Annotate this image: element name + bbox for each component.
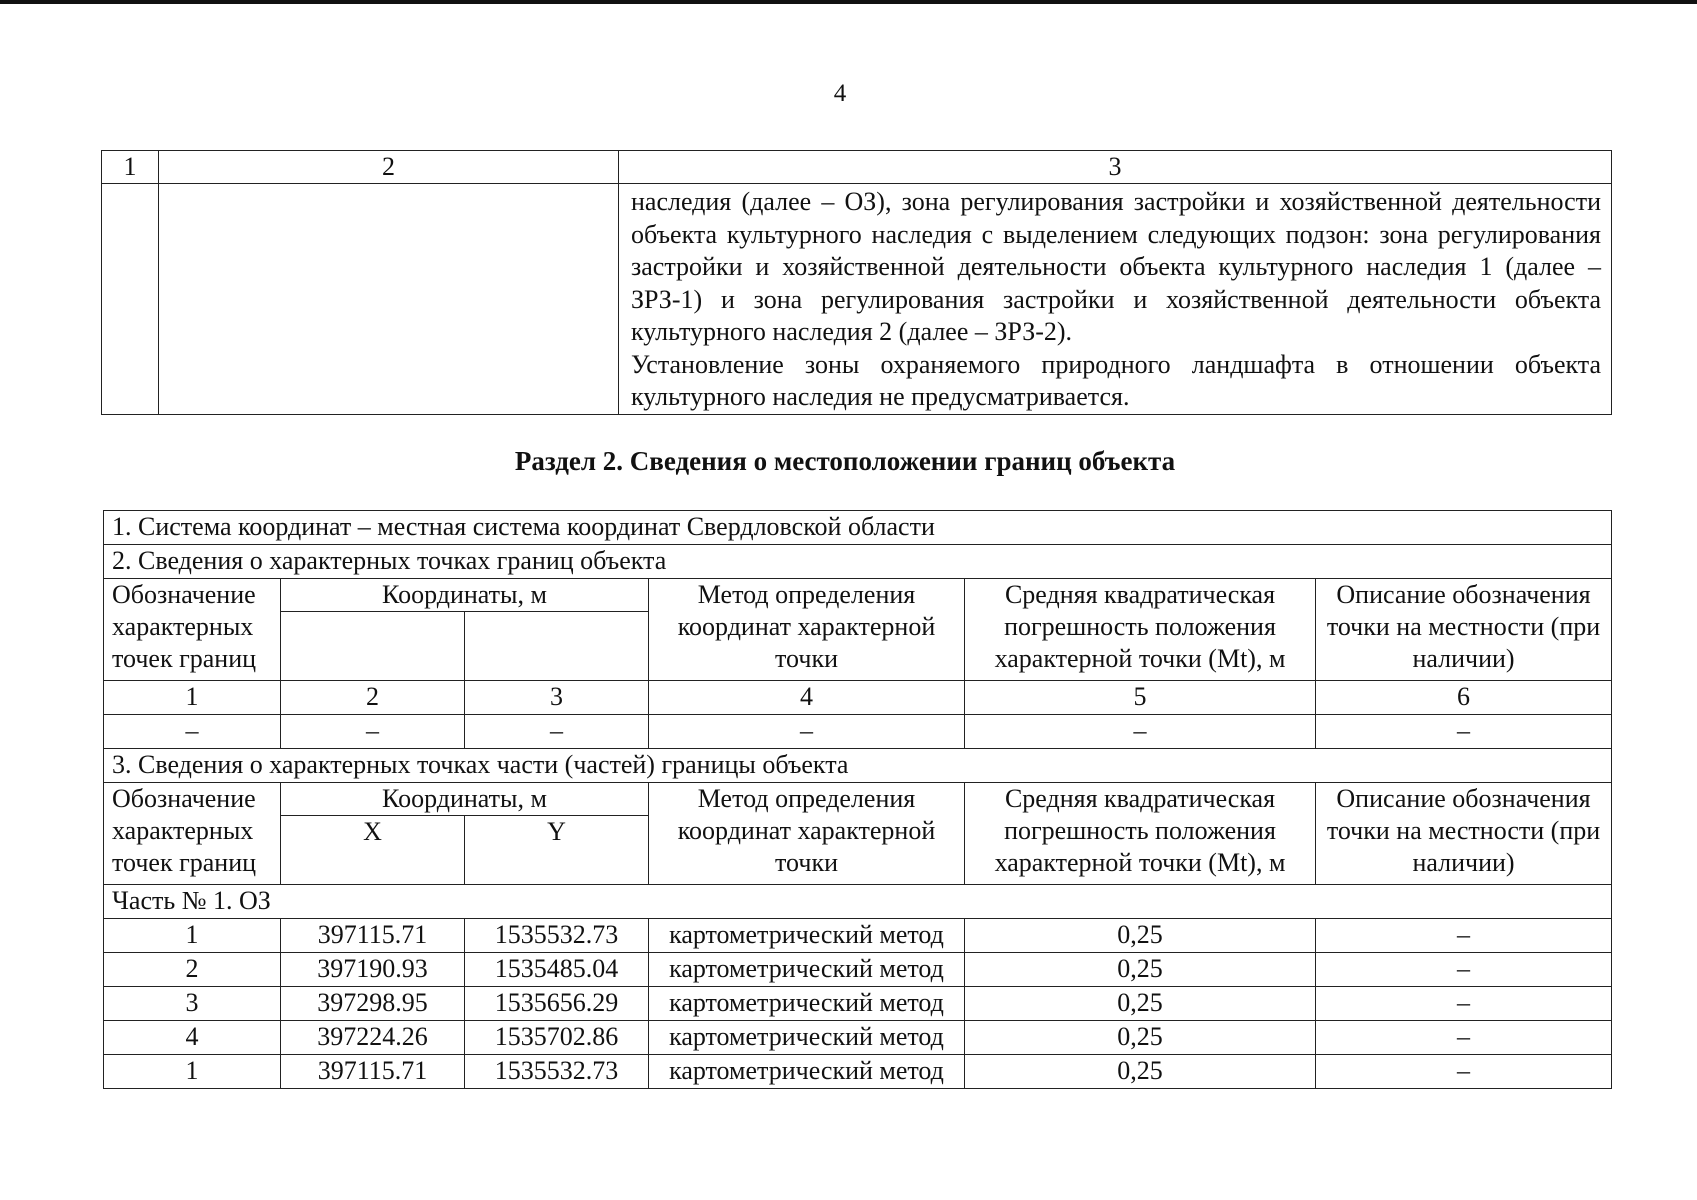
dash-cell: –	[465, 715, 649, 749]
empty-cell	[102, 184, 159, 415]
table-row	[104, 749, 1612, 783]
table-row	[104, 511, 1612, 545]
continuation-header-row	[102, 151, 1612, 184]
section-title: Раздел 2. Сведения о местоположении границ объекта	[514, 446, 1176, 476]
empty-cell	[159, 184, 619, 415]
dash-cell: –	[104, 715, 281, 749]
col-number-1: 1	[102, 151, 159, 184]
col-number-3: 3	[619, 151, 1612, 184]
dash-cell: –	[965, 715, 1316, 749]
x-cell: 397190.93	[281, 953, 465, 987]
continuation-table	[101, 150, 1612, 415]
y-cell: 1535532.73	[465, 919, 649, 953]
numbering-row	[104, 681, 1612, 715]
boundary-points-table	[103, 510, 1612, 1089]
point-cell: 4	[104, 1021, 281, 1055]
point-cell: 1	[104, 1055, 281, 1089]
table-row	[104, 1021, 1612, 1055]
col-index: 5	[965, 681, 1316, 715]
col-header-point: Обозначение характерных точек границ	[104, 783, 281, 885]
y-cell: 1535532.73	[465, 1055, 649, 1089]
method-cell: картометрический метод	[649, 953, 965, 987]
x-cell: 397115.71	[281, 919, 465, 953]
method-cell: картометрический метод	[649, 1055, 965, 1089]
col-index: 4	[649, 681, 965, 715]
col-header-x-empty	[281, 612, 465, 681]
method-cell: картометрический метод	[649, 1021, 965, 1055]
text-paragraph: наследия (далее – ОЗ), зона регулирования застройки и хозяйственной деятельности объекта культурного наследия с выделением следующих подзон: зона регулирования застройки и хозяйственной деятельности объекта культурного наследия 1 (далее – ЗРЗ-1) и зона регулирования застройки и хозяйственной деятельности объекта культурного наследия 2 (далее – ЗРЗ-2).	[631, 187, 1601, 346]
points-section-title: 2. Сведения о характерных точках границ объекта	[104, 545, 1612, 579]
col-header-method: Метод определения координат характерной точки	[649, 579, 965, 681]
method-cell: картометрический метод	[649, 987, 965, 1021]
table-header-row	[104, 783, 1612, 816]
table-header-row	[104, 579, 1612, 612]
part-section-title: 3. Сведения о характерных точках части (частей) границы объекта	[104, 749, 1612, 783]
method-cell: картометрический метод	[649, 919, 965, 953]
col-header-method: Метод определения координат характерной точки	[649, 783, 965, 885]
col-header-description: Описание обозначения точки на местности (при наличии)	[1316, 579, 1612, 681]
error-cell: 0,25	[965, 1021, 1316, 1055]
point-cell: 3	[104, 987, 281, 1021]
y-cell: 1535485.04	[465, 953, 649, 987]
col-header-coords: Координаты, м	[281, 579, 649, 612]
y-cell: 1535656.29	[465, 987, 649, 1021]
description-cell: –	[1316, 919, 1612, 953]
continuation-text-cell	[619, 184, 1612, 415]
error-cell: 0,25	[965, 987, 1316, 1021]
point-cell: 2	[104, 953, 281, 987]
col-header-y: Y	[465, 816, 649, 885]
col-header-error: Средняя квадратическая погрешность положения характерной точки (Mt), м	[965, 579, 1316, 681]
table-row	[104, 987, 1612, 1021]
point-cell: 1	[104, 919, 281, 953]
col-header-y-empty	[465, 612, 649, 681]
part-label: Часть № 1. ОЗ	[104, 885, 1612, 919]
description-cell: –	[1316, 1021, 1612, 1055]
continuation-body-row	[102, 184, 1612, 415]
col-header-point: Обозначение характерных точек границ	[104, 579, 281, 681]
col-index: 3	[465, 681, 649, 715]
dash-cell: –	[1316, 715, 1612, 749]
page-number: 4	[833, 80, 847, 107]
col-header-x: X	[281, 816, 465, 885]
scan-top-edge	[0, 0, 1697, 4]
error-cell: 0,25	[965, 953, 1316, 987]
y-cell: 1535702.86	[465, 1021, 649, 1055]
col-number-2: 2	[159, 151, 619, 184]
col-index: 6	[1316, 681, 1612, 715]
dash-cell: –	[281, 715, 465, 749]
description-cell: –	[1316, 1055, 1612, 1089]
description-cell: –	[1316, 987, 1612, 1021]
col-index: 2	[281, 681, 465, 715]
table-row	[104, 1055, 1612, 1089]
col-header-error: Средняя квадратическая погрешность положения характерной точки (Mt), м	[965, 783, 1316, 885]
empty-data-row	[104, 715, 1612, 749]
table-row	[104, 885, 1612, 919]
table-row	[104, 919, 1612, 953]
col-header-description: Описание обозначения точки на местности (при наличии)	[1316, 783, 1612, 885]
col-index: 1	[104, 681, 281, 715]
error-cell: 0,25	[965, 919, 1316, 953]
col-header-coords: Координаты, м	[281, 783, 649, 816]
dash-cell: –	[649, 715, 965, 749]
table-row	[104, 545, 1612, 579]
table-row	[104, 953, 1612, 987]
coord-system-row: 1. Система координат – местная система координат Свердловской области	[104, 511, 1612, 545]
error-cell: 0,25	[965, 1055, 1316, 1089]
x-cell: 397115.71	[281, 1055, 465, 1089]
text-paragraph: Установление зоны охраняемого природного ландшафта в отношении объекта культурного наследия не предусматривается.	[631, 349, 1601, 411]
x-cell: 397224.26	[281, 1021, 465, 1055]
x-cell: 397298.95	[281, 987, 465, 1021]
description-cell: –	[1316, 953, 1612, 987]
